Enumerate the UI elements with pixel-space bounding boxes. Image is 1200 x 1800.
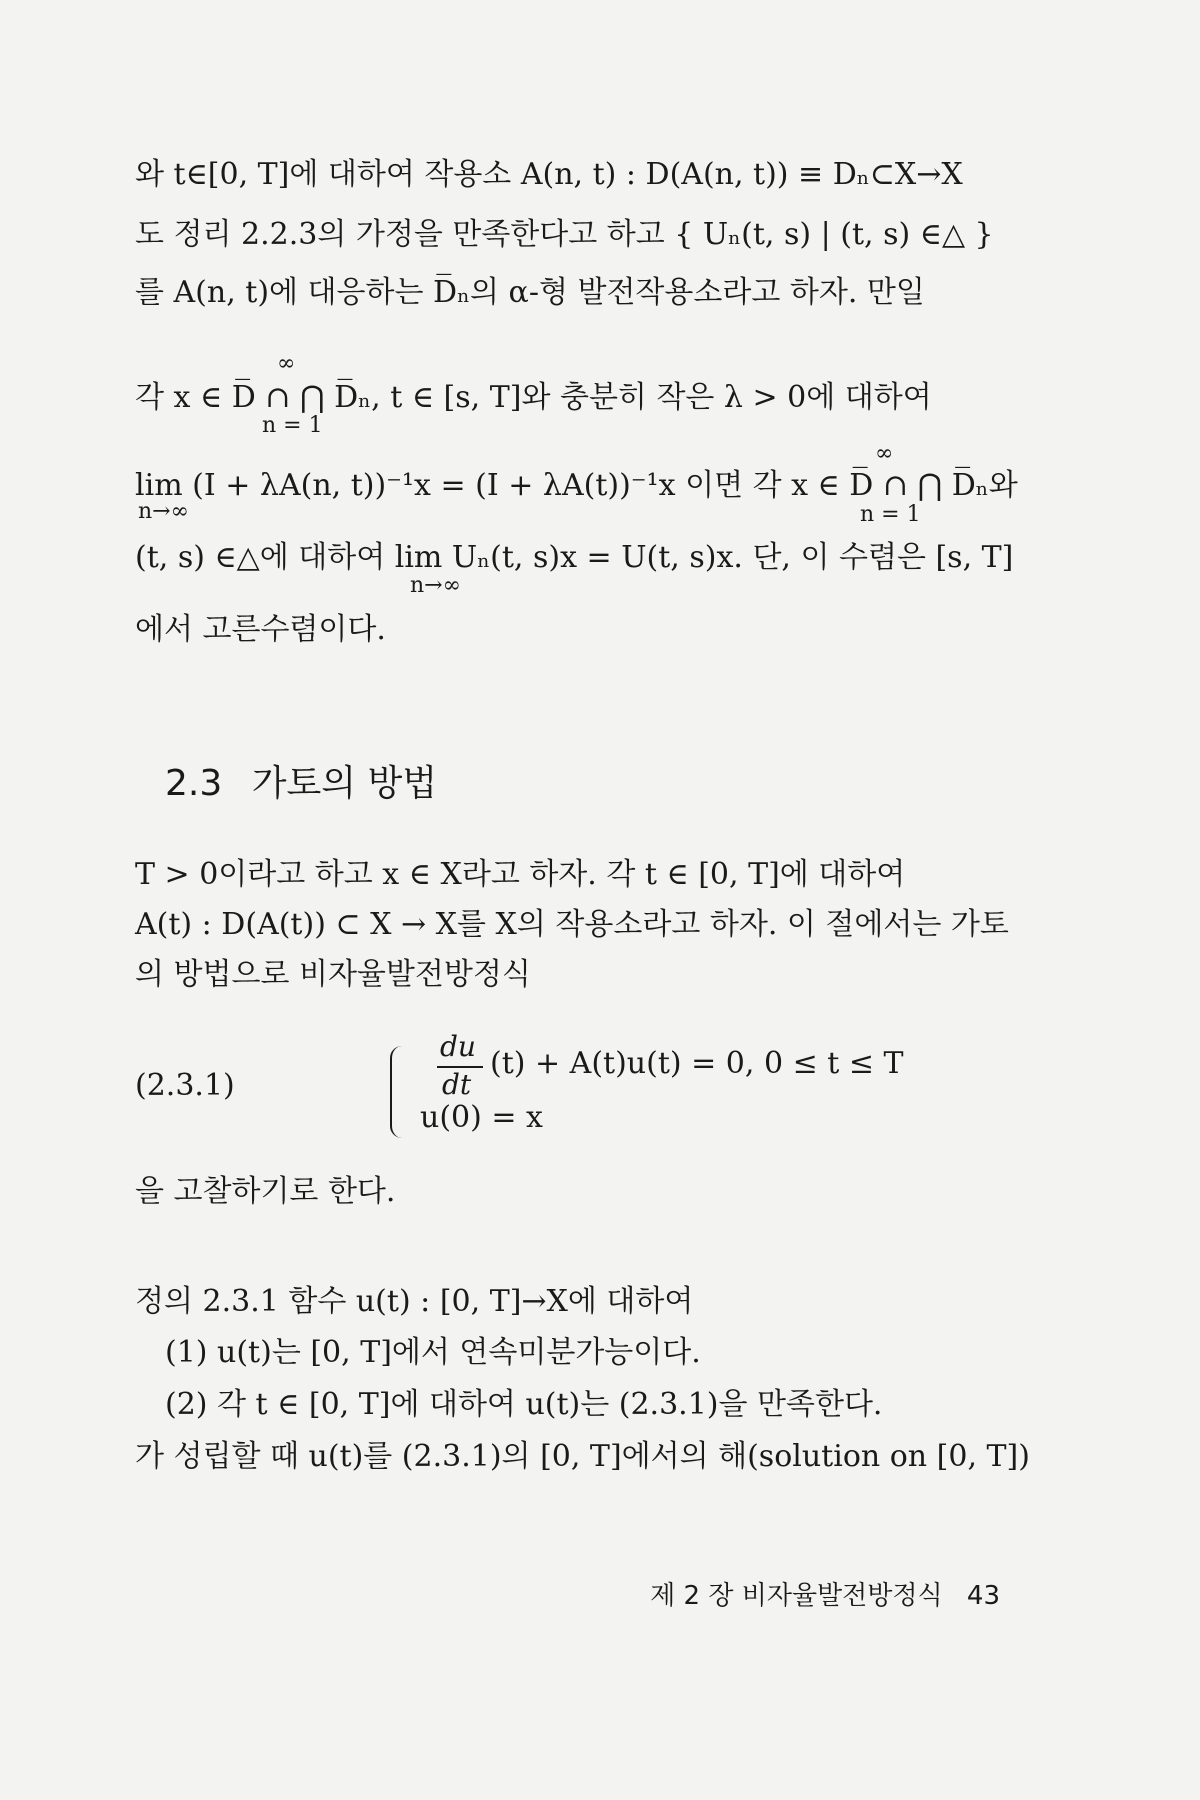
intersection-upper-limit: ∞ (875, 441, 894, 466)
text-line: A(t) : D(A(t)) ⊂ X → X를 X의 작용소라고 하자. 이 절에서는 가토 (135, 907, 1009, 942)
section-title: 가토의 방법 (251, 763, 438, 804)
text-line: 의 방법으로 비자율발전방정식 (135, 957, 531, 992)
text-line: 에서 고른수렴이다. (135, 612, 386, 647)
fraction-numerator: du (440, 1030, 476, 1063)
text-line: 각 x ∈ D̅ ∩ ⋂ D̅ₙ, t ∈ [s, T]와 충분히 작은 λ > 0에 대하여 (135, 380, 932, 415)
text-line: T > 0이라고 하고 x ∈ X라고 하자. 각 t ∈ [0, T]에 대하여 (135, 857, 906, 892)
page-footer (650, 1575, 1000, 1612)
text-line: 가 성립할 때 u(t)를 (2.3.1)의 [0, T]에서의 해(solution on [0, T]) (135, 1439, 1030, 1474)
left-brace (390, 1046, 402, 1138)
chapter-title: 제 2 장 비자율발전방정식 (650, 1581, 943, 1611)
definition-heading: 정의 2.3.1 함수 u(t) : [0, T]→X에 대하여 (135, 1284, 694, 1319)
section-number: 2.3 (165, 763, 223, 804)
text-line: 와 t∈[0, T]에 대하여 작용소 A(n, t) : D(A(n, t)) ≡ Dₙ⊂X→X (135, 157, 963, 192)
page-number: 43 (966, 1581, 1000, 1611)
limit-subscript: n→∞ (138, 499, 189, 524)
fraction-denominator: dt (442, 1068, 472, 1101)
text-line: 도 정리 2.2.3의 가정을 만족한다고 하고 { Uₙ(t, s) | (t, s) ∈△ } (135, 217, 994, 252)
text-line: lim (I + λA(n, t))⁻¹x = (I + λA(t))⁻¹x 이면 각 x ∈ D̅ ∩ ⋂ D̅ₙ와 (135, 468, 1018, 503)
text-line: 를 A(n, t)에 대응하는 D̅ₙ의 α-형 발전작용소라고 하자. 만일 (135, 275, 925, 310)
intersection-lower-limit: n = 1 (860, 502, 921, 527)
equation-line-1: (t) + A(t)u(t) = 0, 0 ≤ t ≤ T (490, 1046, 904, 1081)
limit-subscript: n→∞ (410, 573, 461, 598)
intersection-upper-limit: ∞ (277, 351, 296, 376)
text-line: (t, s) ∈△에 대하여 lim Uₙ(t, s)x = U(t, s)x. 단, 이 수렴은 [s, T] (135, 540, 1014, 575)
definition-item: (1) u(t)는 [0, T]에서 연속미분가능이다. (165, 1335, 701, 1370)
intersection-lower-limit: n = 1 (262, 413, 323, 438)
section-heading (165, 755, 437, 806)
text-line: 을 고찰하기로 한다. (135, 1174, 396, 1209)
definition-item: (2) 각 t ∈ [0, T]에 대하여 u(t)는 (2.3.1)을 만족한다. (165, 1387, 883, 1422)
equation-line-2: u(0) = x (420, 1100, 543, 1135)
equation-number: (2.3.1) (135, 1068, 235, 1103)
